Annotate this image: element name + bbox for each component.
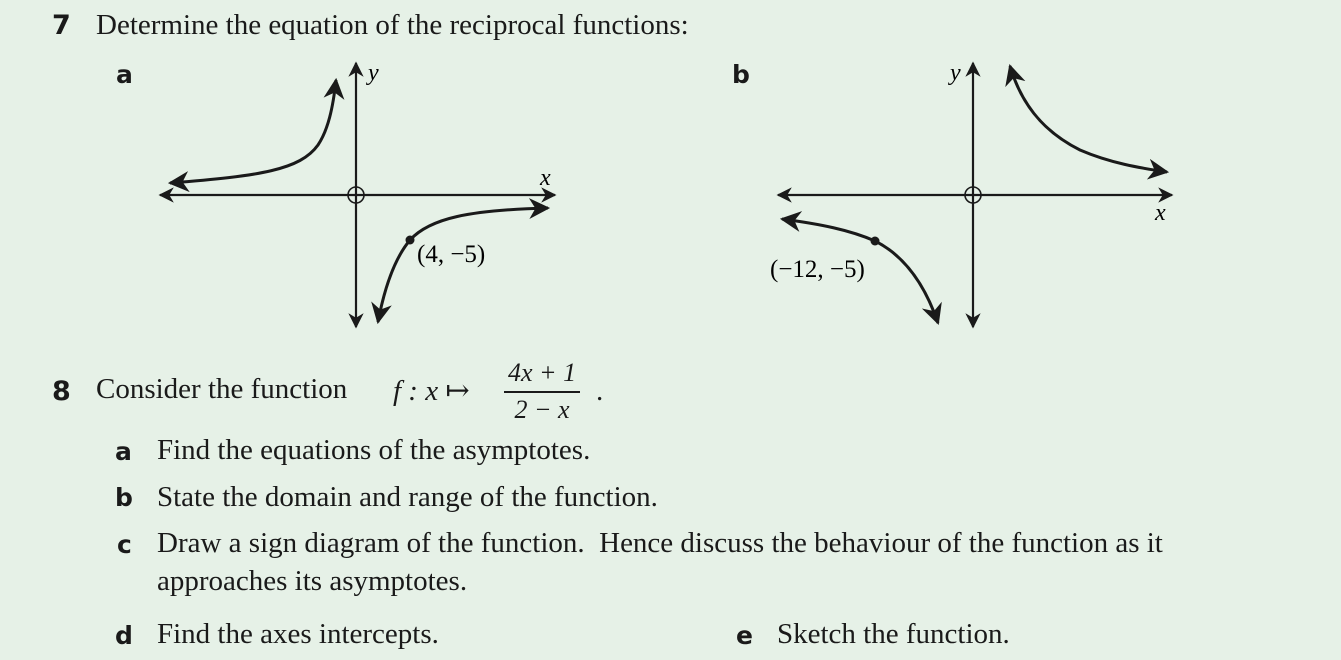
curve-b-right [1010,66,1167,172]
y-axis-label-b: y [950,60,961,86]
fraction-denominator: 2 − x [514,395,570,424]
fraction-numerator: 4x + 1 [504,358,580,393]
x-axis-label-b: x [1155,200,1166,226]
question-8-number: 8 [52,376,71,407]
part-8d-label: d [115,621,133,650]
part-8e-label: e [736,621,753,650]
function-fraction [504,358,580,425]
part-8d-text: Find the axes intercepts. [157,618,439,650]
function-lhs: f : x ↦ [393,375,470,407]
part-7a-label: a [116,60,133,89]
point-label-b: (−12, −5) [770,256,865,283]
part-8e-text: Sketch the function. [777,618,1010,650]
part-8c-text-line2: approaches its asymptotes. [157,565,468,597]
point-label-a: (4, −5) [417,241,486,268]
part-7b-label: b [732,60,750,89]
part-8a-text: Find the equations of the asymptotes. [157,434,591,466]
part-8b-text: State the domain and range of the function. [157,481,658,513]
part-8c-label: c [117,530,132,559]
part-8b-label: b [115,483,133,512]
point-b [871,237,880,246]
question-7-prompt: Determine the equation of the reciprocal functions: [96,9,689,41]
y-axis-label-a: y [368,60,379,86]
point-a [406,236,415,245]
function-end-punct: . [596,375,604,407]
curve-a-left [170,80,336,183]
question-8-intro: Consider the function [96,373,348,405]
x-axis-label-a: x [540,165,551,191]
question-7-number: 7 [52,10,71,41]
part-8a-label: a [115,437,132,466]
part-8c-text: Draw a sign diagram of the function. Hence discuss the behaviour of the function as it [157,527,1163,559]
